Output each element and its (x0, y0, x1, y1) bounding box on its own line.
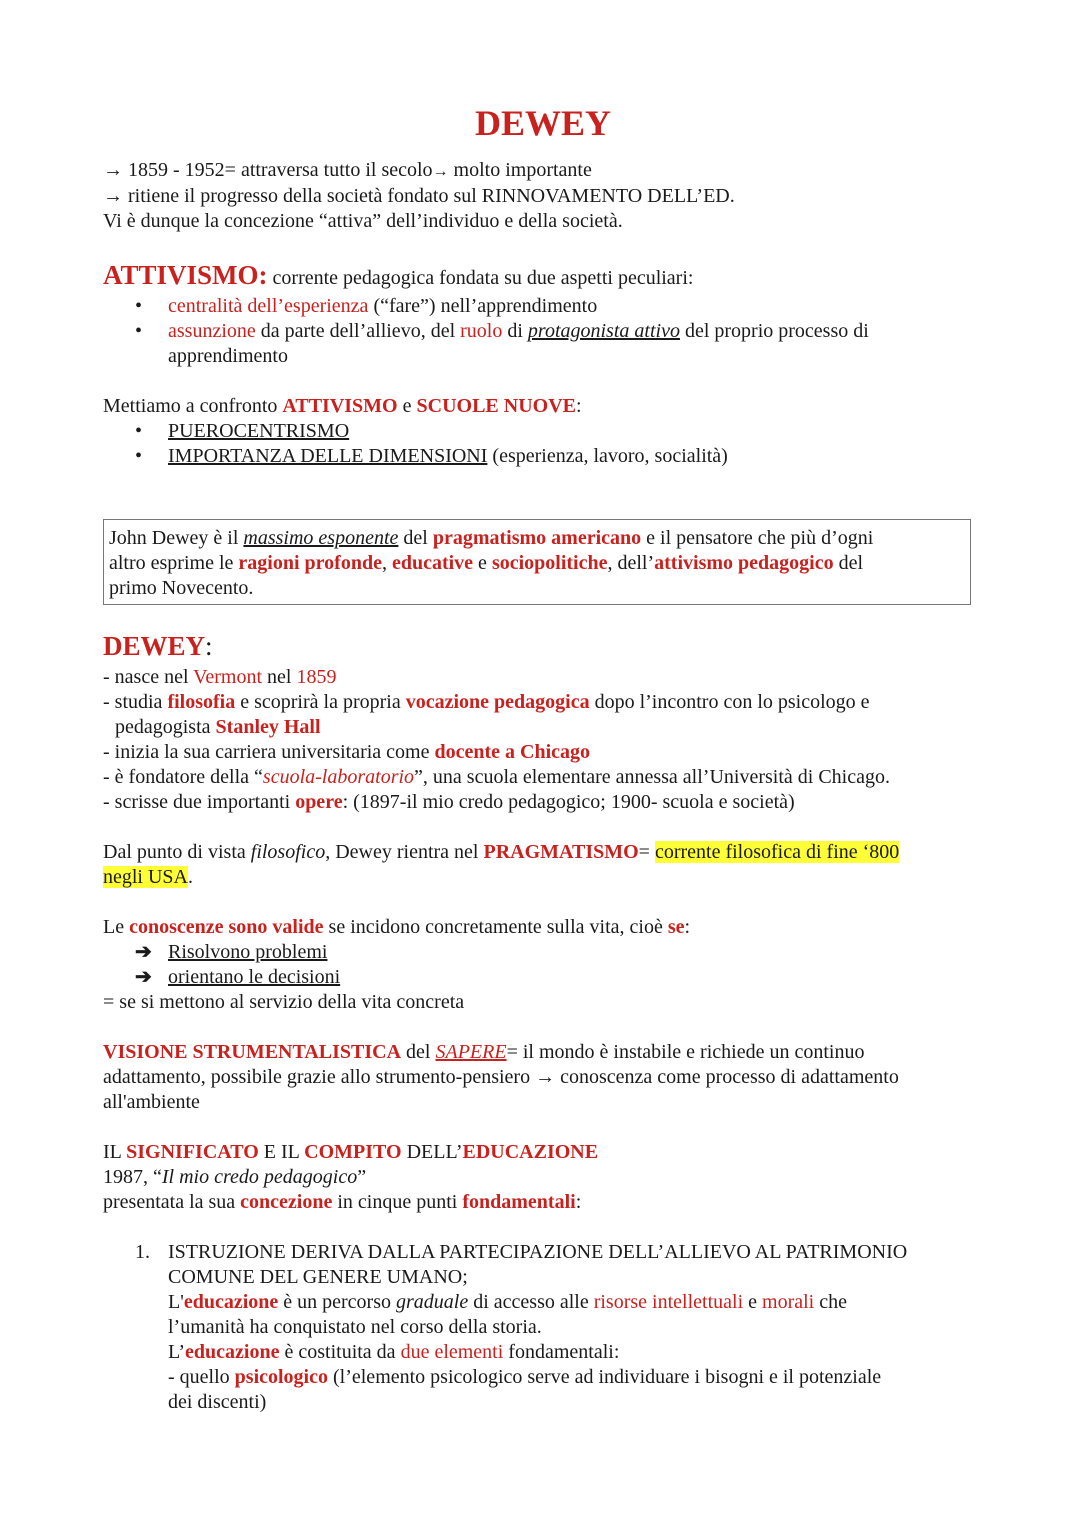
text: e (473, 552, 492, 574)
dewey-line-4 (103, 740, 983, 765)
text: morali (762, 1291, 815, 1313)
text: : (576, 395, 582, 417)
text: : (575, 1191, 582, 1213)
text: e (397, 395, 417, 417)
text: , (381, 552, 392, 574)
text: John Dewey è il (109, 527, 244, 549)
text: filosofia (167, 691, 236, 713)
text: pedagogista (115, 716, 216, 738)
text: 1987, “ (103, 1166, 162, 1188)
attivismo-heading: ATTIVISMO: (103, 260, 268, 290)
text: = (638, 841, 655, 863)
text: educative (391, 552, 474, 574)
text: ”, una scuola elementare annessa all’Università di Chicago. (414, 766, 890, 788)
arrow: → (432, 163, 449, 180)
dewey-line-2 (103, 690, 983, 715)
text: se incidono concretamente sulla vita, cioè (323, 916, 668, 938)
highlight: corrente filosofica di fine ‘800 (654, 841, 900, 863)
text: se (667, 916, 685, 938)
text: del (401, 1041, 436, 1063)
text: - studia (103, 691, 168, 713)
text: assunzione (168, 320, 256, 342)
dewey-heading: DEWEY (103, 631, 206, 661)
significato-line-3 (103, 1190, 983, 1215)
highlight: negli USA (103, 866, 188, 888)
list-item (103, 940, 983, 965)
intro-line-3: Vi è dunque la concezione “attiva” dell’individuo e della società. (103, 210, 623, 232)
text: educazione (185, 1341, 280, 1363)
text: è costituita da (279, 1341, 401, 1363)
intro-line-2: → ritiene il progresso della società fondato sul RINNOVAMENTO DELL’ED. (103, 185, 735, 207)
text: . (188, 866, 193, 888)
text: : (205, 631, 213, 661)
text: PRAGMATISMO (483, 841, 639, 863)
text: SIGNIFICATO (126, 1141, 259, 1163)
text: e il pensatore che più d’ogni (641, 527, 874, 549)
text: del (398, 527, 433, 549)
conoscenze-line-2: = se si mettono al servizio della vita concreta (103, 991, 465, 1013)
text: : (1897-il mio credo pedagogico; 1900- scuola e società) (342, 791, 795, 813)
text: opere (295, 791, 343, 813)
visione-line-1 (103, 1040, 983, 1065)
text: filosofico (250, 841, 326, 863)
text: SCUOLE NUOVE (416, 395, 576, 417)
arrow-icon: ➔ (135, 966, 152, 988)
text: molto importante (448, 159, 592, 181)
dewey-summary-box (103, 519, 971, 605)
text: ISTRUZIONE DERIVA DALLA PARTECIPAZIONE DELL’ALLIEVO AL PATRIMONIO (168, 1241, 908, 1263)
confronto-line (103, 394, 983, 419)
text: e scoprirà la propria (235, 691, 406, 713)
punti-list (103, 1240, 983, 1415)
text: presentata la sua (103, 1191, 241, 1213)
text: = il mondo è instabile e richiede un continuo (506, 1041, 865, 1063)
text: dei discenti) (168, 1391, 267, 1413)
text: in cinque punti (332, 1191, 463, 1213)
text: ragioni profonde (238, 552, 382, 574)
text: risorse intellettuali (593, 1291, 744, 1313)
list-item (103, 444, 983, 469)
bullet: • (135, 320, 143, 342)
text: L' (168, 1291, 184, 1313)
text: Stanley Hall (215, 716, 321, 738)
pragmatismo-line-1 (103, 840, 983, 865)
text: psicologico (234, 1366, 328, 1388)
text: di (502, 320, 528, 342)
list-item (103, 319, 983, 369)
text: e (743, 1291, 763, 1313)
dewey-heading-line (103, 630, 983, 665)
text: PUEROCENTRISMO (168, 420, 350, 442)
text: - quello (168, 1366, 235, 1388)
list-item (103, 294, 983, 319)
list-item (103, 965, 983, 990)
dewey-line-6 (103, 790, 983, 815)
text: attivismo pedagogico (654, 552, 834, 574)
text: , Dewey rientra nel (325, 841, 484, 863)
text: Le (103, 916, 130, 938)
confronto-list (103, 419, 983, 469)
text: del proprio processo di (679, 320, 869, 342)
text: DELL’ (401, 1141, 463, 1163)
text: centralità dell’esperienza (168, 295, 369, 317)
document-page (103, 100, 983, 1415)
text: concezione (240, 1191, 333, 1213)
pragmatismo-line-2 (103, 865, 983, 890)
text: di accesso alle (468, 1291, 594, 1313)
text: fondamentali (462, 1191, 576, 1213)
item-number: 1. (135, 1241, 150, 1263)
dewey-line-5 (103, 765, 983, 790)
text: Mettiamo a confronto (103, 395, 283, 417)
text: Dal punto di vista (103, 841, 251, 863)
conoscenze-line-1 (103, 915, 983, 940)
text (168, 1340, 983, 1365)
text: pragmatismo americano (432, 527, 642, 549)
list-item (103, 419, 983, 444)
box-line-3: primo Novecento. (109, 577, 254, 599)
significato-line-2 (103, 1165, 983, 1190)
attivismo-heading-line (103, 259, 983, 294)
text: COMUNE DEL GENERE UMANO; (168, 1266, 468, 1288)
attivismo-list (103, 294, 983, 369)
text: orientano le decisioni (168, 966, 341, 988)
dewey-line-3 (103, 715, 983, 740)
text: EDUCAZIONE (462, 1141, 599, 1163)
text: ” (357, 1166, 367, 1188)
visione-line-2: adattamento, possibile grazie allo strumento-pensiero → conoscenza come processo di adattamento (103, 1066, 899, 1088)
text: apprendimento (168, 345, 288, 367)
text: massimo esponente (243, 527, 399, 549)
text: due elementi (400, 1341, 504, 1363)
text: è un percorso (278, 1291, 396, 1313)
text: vocazione pedagogica (405, 691, 590, 713)
bullet: • (135, 445, 143, 467)
text: graduale (396, 1291, 469, 1313)
list-item (103, 1240, 983, 1415)
text: - inizia la sua carriera universitaria come (103, 741, 435, 763)
text: ATTIVISMO (282, 395, 398, 417)
text: ruolo (460, 320, 503, 342)
text: altro esprime le (109, 552, 239, 574)
text: (“fare”) nell’apprendimento (368, 295, 598, 317)
text: educazione (183, 1291, 279, 1313)
visione-line-3: all'ambiente (103, 1091, 200, 1113)
intro-line-1 (103, 158, 983, 184)
text: da parte dell’allievo, del (255, 320, 461, 342)
arrow-icon: ➔ (135, 941, 152, 963)
box-line-1 (109, 526, 965, 551)
text: COMPITO (304, 1141, 402, 1163)
text: SAPERE (435, 1041, 507, 1063)
box-line-2 (109, 551, 965, 576)
text: dopo l’incontro con lo psicologo e (589, 691, 870, 713)
text: E IL (258, 1141, 305, 1163)
text: nel (262, 666, 297, 688)
page-title: DEWEY (474, 103, 612, 143)
text (168, 1290, 983, 1315)
text: , dell’ (607, 552, 655, 574)
text: scuola-laboratorio (262, 766, 415, 788)
text: → 1859 - 1952= attraversa tutto il secolo (103, 159, 433, 181)
text: 1859 (296, 666, 337, 688)
text: Risolvono problemi (168, 941, 328, 963)
text: che (814, 1291, 847, 1313)
text: docente a Chicago (434, 741, 591, 763)
text: sociopolitiche (491, 552, 608, 574)
text: l’umanità ha conquistato nel corso della storia. (168, 1316, 542, 1338)
text: - scrisse due importanti (103, 791, 296, 813)
significato-line-1 (103, 1140, 983, 1165)
text: IL (103, 1141, 127, 1163)
dewey-line-1 (103, 665, 983, 690)
text: del (833, 552, 864, 574)
text (168, 1365, 983, 1390)
text: : (684, 916, 691, 938)
text: Vermont (193, 666, 263, 688)
text: - nasce nel (103, 666, 194, 688)
attivismo-desc: corrente pedagogica fondata su due aspetti peculiari: (267, 267, 694, 289)
text: VISIONE STRUMENTALISTICA (103, 1041, 402, 1063)
text: L’ (168, 1341, 186, 1363)
text: Il mio credo pedagogico (161, 1166, 358, 1188)
text: (esperienza, lavoro, socialità) (487, 445, 728, 467)
bullet: • (135, 420, 143, 442)
text: (l’elemento psicologico serve ad individuare i bisogni e il potenziale (328, 1366, 882, 1388)
text: conoscenze sono valide (129, 916, 324, 938)
bullet: • (135, 295, 143, 317)
text: protagonista attivo (527, 320, 680, 342)
text: - è fondatore della “ (103, 766, 263, 788)
text: IMPORTANZA DELLE DIMENSIONI (168, 445, 488, 467)
text: fondamentali: (503, 1341, 620, 1363)
